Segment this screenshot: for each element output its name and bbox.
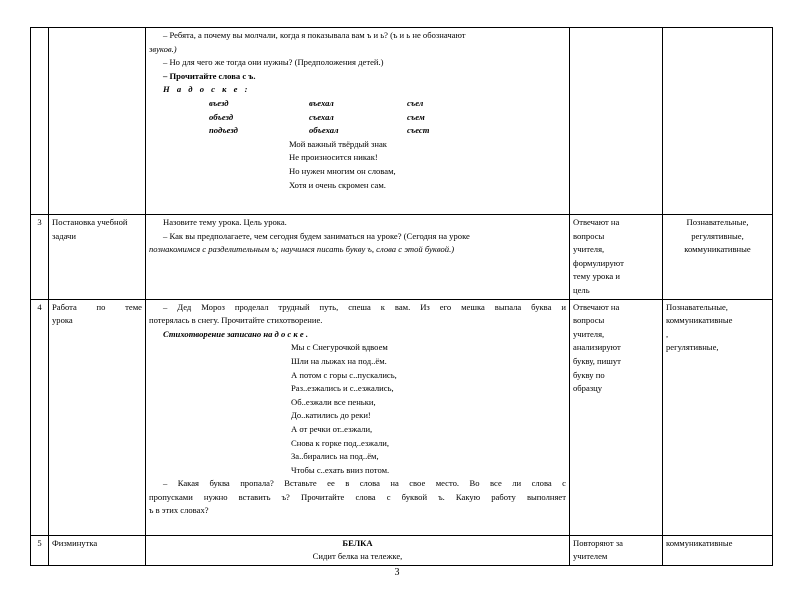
text-line: букву, пишут bbox=[573, 355, 621, 366]
word: съел bbox=[407, 97, 424, 108]
words-row bbox=[149, 124, 566, 138]
text-line: Отвечают на bbox=[573, 301, 620, 312]
text-line: регулятивные, bbox=[691, 230, 744, 241]
poem-line: А от речки от..езжали, bbox=[291, 423, 373, 434]
text-line: анализируют bbox=[573, 342, 621, 353]
text-line: вопросы bbox=[573, 230, 605, 241]
stage-name-cell bbox=[49, 535, 146, 565]
stage-number-cell bbox=[31, 28, 49, 215]
text-line: – Но для чего же тогда они нужны? (Предположения детей.) bbox=[163, 57, 384, 68]
word: съем bbox=[407, 111, 425, 122]
stage-name-cell bbox=[49, 28, 146, 215]
text-line: – Прочитайте слова с ъ. bbox=[163, 70, 256, 81]
board-label: Н а д о с к е : bbox=[163, 84, 250, 95]
stage-number-cell: 5 bbox=[31, 535, 49, 565]
words-row bbox=[149, 111, 566, 125]
text-line: регулятивные, bbox=[666, 342, 719, 353]
text-line: познакомимся с разделительным ъ; научимся писать букву ъ, слова с этой буквой.) bbox=[149, 244, 455, 255]
stage-name: Работа по теме bbox=[52, 301, 142, 312]
text-line: цель bbox=[573, 284, 590, 295]
poem-line: Мой важный твёрдый знак bbox=[289, 138, 387, 149]
stage-number-cell: 3 bbox=[31, 215, 49, 300]
stage-number-cell: 4 bbox=[31, 299, 49, 535]
text-line: – Как вы предполагаете, чем сегодня будем заниматься на уроке? (Сегодня на уроке bbox=[163, 230, 470, 241]
section-title: БЕЛКА bbox=[342, 537, 373, 548]
student-activity-cell bbox=[570, 28, 663, 215]
stage-name-cell bbox=[49, 299, 146, 535]
lesson-content-cell bbox=[146, 28, 570, 215]
text-line: Повторяют за bbox=[573, 537, 623, 548]
text-line: Познавательные, bbox=[666, 301, 728, 312]
text-line: Стихотворение записано на д о с к е . bbox=[163, 328, 308, 339]
word: съехал bbox=[309, 111, 334, 122]
word: въезд bbox=[209, 97, 229, 108]
poem-line: До..катились до реки! bbox=[291, 410, 371, 421]
word: съест bbox=[407, 125, 430, 136]
uud-cell bbox=[663, 28, 773, 215]
text-line: – Дед Мороз проделал трудный путь, спеша к вам. Из его мешка выпала буква и bbox=[163, 301, 566, 312]
uud-cell bbox=[663, 535, 773, 565]
poem-line: Чтобы с..ехать вниз потом. bbox=[291, 464, 390, 475]
text-line: формулируют bbox=[573, 257, 624, 268]
poem-line: А потом с горы с..пускались, bbox=[291, 369, 397, 380]
lesson-content-cell bbox=[146, 299, 570, 535]
stage-name: Физминутка bbox=[52, 537, 98, 548]
poem-line: Но нужен многим он словам, bbox=[289, 165, 396, 176]
text-line: звуков.) bbox=[149, 43, 177, 54]
text-line: ъ в этих словах? bbox=[149, 505, 209, 516]
text-line: букву по bbox=[573, 369, 605, 380]
text-line: тему урока и bbox=[573, 271, 620, 282]
uud-cell bbox=[663, 215, 773, 300]
text-line: , bbox=[666, 328, 669, 339]
poem-line: Об..езжали все пеньки, bbox=[291, 396, 376, 407]
text-line: учителя, bbox=[573, 328, 605, 339]
stage-name: Постановка учебной задачи bbox=[52, 217, 128, 241]
table-row bbox=[31, 215, 773, 300]
text-line: образцу bbox=[573, 383, 603, 394]
text-line: пропусками нужно вставить ъ? Прочитайте слова с буквой ъ. Какую работу выполняет bbox=[149, 491, 566, 502]
lesson-content-cell bbox=[146, 215, 570, 300]
student-activity-cell bbox=[570, 535, 663, 565]
text-line: коммуникативные bbox=[684, 244, 751, 255]
text-line: – Какая буква пропала? Вставьте ее в слова на свое место. Во все ли слова с bbox=[163, 478, 566, 489]
word: объезд bbox=[209, 111, 234, 122]
text-line: Назовите тему урока. Цель урока. bbox=[163, 217, 287, 227]
text-line: вопросы bbox=[573, 315, 605, 326]
stage-name-cell bbox=[49, 215, 146, 300]
text-line: учителем bbox=[573, 551, 608, 562]
poem-line: Снова к горке под..езжали, bbox=[291, 437, 390, 448]
poem-line: Мы с Снегурочкой вдвоем bbox=[291, 342, 388, 353]
table-row bbox=[31, 299, 773, 535]
poem-line: Сидит белка на тележке, bbox=[312, 551, 403, 562]
text-line: потерялась в снегу. Прочитайте стихотворение. bbox=[149, 315, 323, 326]
text-line: Отвечают на bbox=[573, 217, 620, 227]
student-activity-cell bbox=[570, 299, 663, 535]
word: въехал bbox=[309, 97, 334, 108]
text-line: – Ребята, а почему вы молчали, когда я показывала вам ъ и ь? (ъ и ь не обозначают bbox=[163, 30, 466, 40]
lesson-content-cell bbox=[146, 535, 570, 565]
table-row bbox=[31, 28, 773, 215]
text-line: коммуникативные bbox=[666, 315, 733, 326]
text-line: учителя, bbox=[573, 244, 605, 255]
uud-cell bbox=[663, 299, 773, 535]
poem-line: Хотя и очень скромен сам. bbox=[289, 179, 386, 190]
poem-line: Раз..езжались и с..езжались, bbox=[291, 383, 394, 394]
word: подъезд bbox=[209, 125, 238, 136]
stage-name: урока bbox=[52, 315, 73, 326]
poem-line: За..бирались на под..ём, bbox=[291, 451, 379, 462]
text-line: Познавательные, bbox=[686, 217, 749, 227]
text-line: коммуникативные bbox=[666, 537, 733, 548]
page-number: 3 bbox=[394, 567, 400, 578]
student-activity-cell bbox=[570, 215, 663, 300]
word: объехал bbox=[309, 125, 339, 136]
words-row bbox=[149, 97, 566, 111]
poem-line: Шли на лыжах на под..ём. bbox=[291, 355, 387, 366]
poem-line: Не произносится никак! bbox=[289, 152, 378, 163]
table-row bbox=[31, 535, 773, 565]
lesson-plan-table bbox=[30, 27, 773, 566]
